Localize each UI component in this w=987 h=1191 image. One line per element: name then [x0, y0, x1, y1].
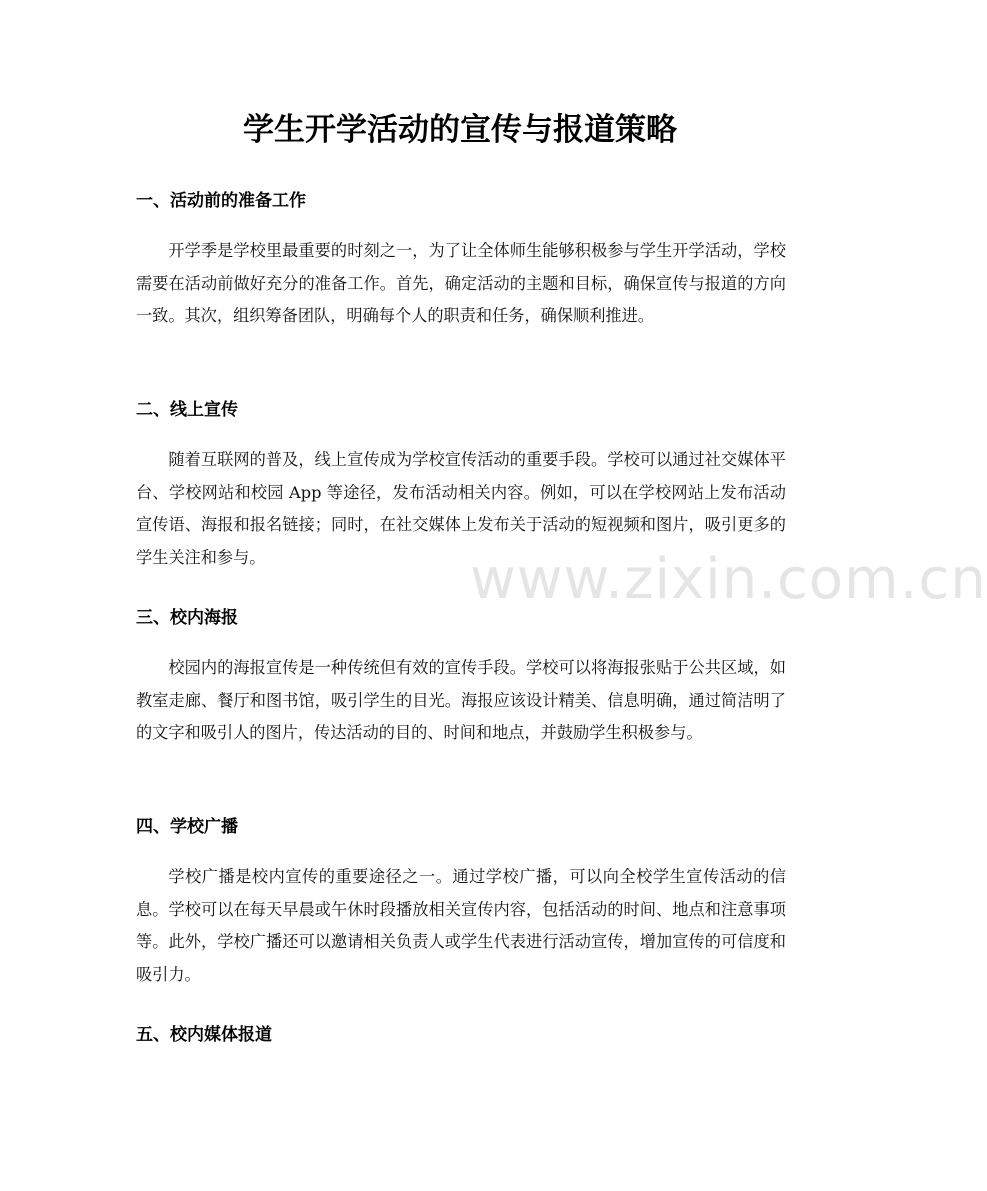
watermark: www.zixin.com.cn [470, 547, 987, 612]
section-heading: 二、线上宣传 [136, 400, 238, 420]
document-title: 学生开学活动的宣传与报道策略 [243, 112, 677, 148]
section-campus-posters [136, 605, 786, 750]
section-heading: 三、校内海报 [136, 608, 238, 628]
section-paragraph: 开学季是学校里最重要的时刻之一，为了让全体师生能够积极参与学生开学活动，学校需要在活动前做好充分的准备工作。首先，确定活动的主题和目标，确保宣传与报道的方向一致。其次，组织筹备团队，明确每个人的职责和任务，确保顺利推进。 [136, 241, 786, 325]
section-heading: 四、学校广播 [136, 817, 238, 837]
section-paragraph: 校园内的海报宣传是一种传统但有效的宣传手段。学校可以将海报张贴于公共区域，如教室走廊、餐厅和图书馆，吸引学生的目光。海报应该设计精美、信息明确，通过简洁明了的文字和吸引人的图片，传达活动的目的、时间和地点，并鼓励学生积极参与。 [136, 658, 786, 742]
section-campus-media [136, 1022, 786, 1048]
section-heading: 一、活动前的准备工作 [136, 191, 306, 211]
section-preparation [136, 188, 786, 333]
section-school-broadcast [136, 814, 786, 991]
section-paragraph: 随着互联网的普及，线上宣传成为学校宣传活动的重要手段。学校可以通过社交媒体平台、学校网站和校园 App 等途径，发布活动相关内容。例如，可以在学校网站上发布活动宣传语、海报和报名链接；同时，在社交媒体上发布关于活动的短视频和图片，吸引更多的学生关注和参与。 [136, 450, 786, 567]
section-online-promotion [136, 397, 786, 574]
section-heading: 五、校内媒体报道 [136, 1025, 272, 1045]
section-paragraph: 学校广播是校内宣传的重要途径之一。通过学校广播，可以向全校学生宣传活动的信息。学校可以在每天早晨或午休时段播放相关宣传内容，包括活动的时间、地点和注意事项等。此外，学校广播还可以邀请相关负责人或学生代表进行活动宣传，增加宣传的可信度和吸引力。 [136, 867, 786, 984]
